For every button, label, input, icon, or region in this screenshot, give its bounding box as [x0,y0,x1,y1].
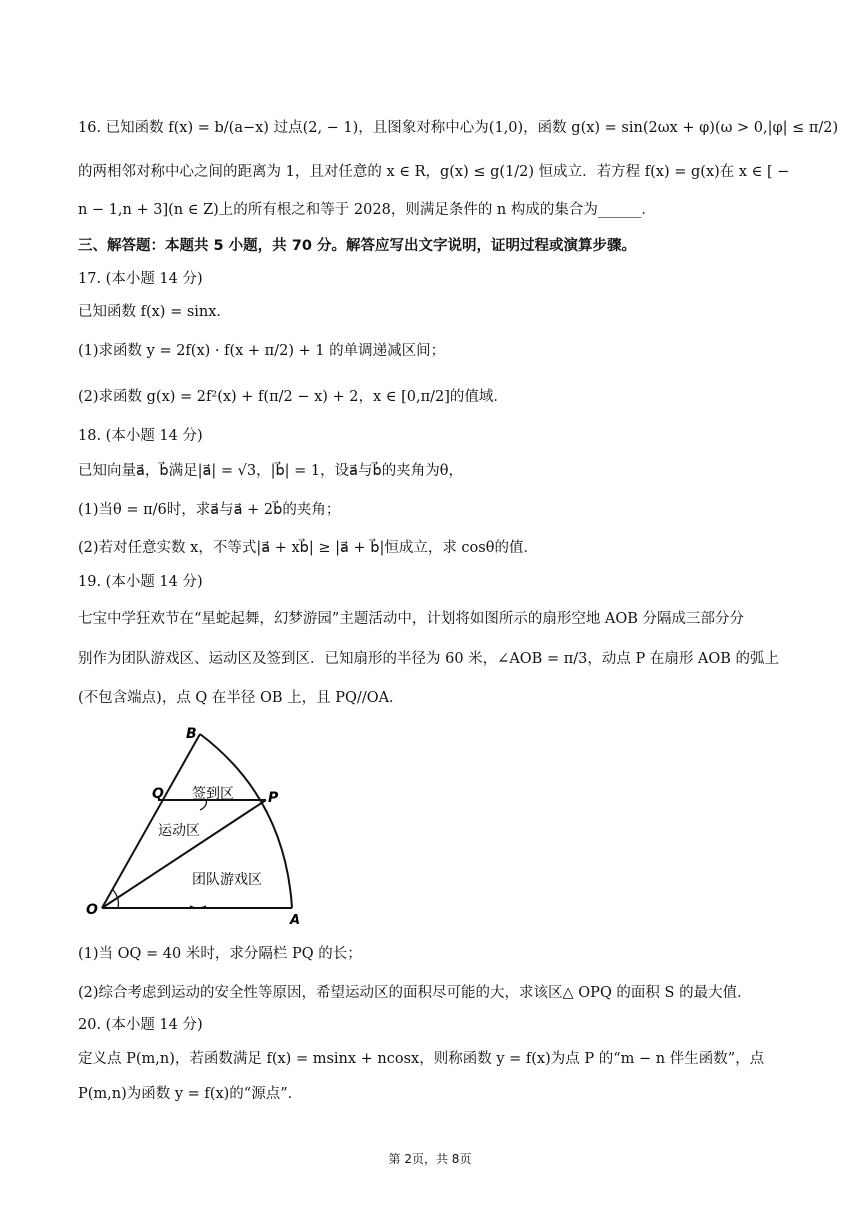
page-footer: 第 2页，共 8页 [388,1152,472,1166]
q16-line-1: 16. 已知函数 f(x) = b/(a−x) 过点(2, − 1)，且图象对称中心为(1,0)，函数 g(x) = sin(2ωx + φ)(ω > 0,|φ| ≤ π/2) [78,120,839,136]
region-sport-label: 运动区 [158,823,200,839]
q16-line-2: 的两相邻对称中心之间的距离为 1，且对任意的 x ∈ R，g(x) ≤ g(1/2) 恒成立．若方程 f(x) = g(x)在 x ∈ [ − [78,164,790,180]
q20-line-2: P(m,n)为函数 y = f(x)的“源点”． [78,1086,303,1102]
q18-part-1: (1)当θ = π/6时，求a⃗与a⃗ + 2b⃗的夹角； [78,502,341,518]
q19-line-2: 别作为团队游戏区、运动区及签到区．已知扇形的半径为 60 米，∠AOB = π/3，动点 P 在扇形 AOB 的弧上 [78,651,780,667]
label-b: B [186,726,197,742]
q19-part-1: (1)当 OQ = 40 米时，求分隔栏 PQ 的长； [78,946,362,962]
q17-part-2: (2)求函数 g(x) = 2f²(x) + f(π/2 − x) + 2，x ∈ [0,π/2]的值域． [78,389,508,405]
q16-line-3: n − 1,n + 3](n ∈ Z)上的所有根之和等于 2028，则满足条件的 n 构成的集合为______． [78,202,656,218]
q17-heading: 17. (本小题 14 分) [78,271,203,287]
label-o: O [86,902,98,918]
radius-ob [102,734,200,908]
segment-op [102,800,266,908]
q19-line-3: (不包含端点)，点 Q 在半径 OB 上，且 PQ//OA． [78,690,404,706]
sector-diagram [80,718,320,928]
region-sign-label: 签到区 [192,786,234,802]
region-team-label: 团队游戏区 [192,872,262,888]
label-q: Q [152,786,164,802]
label-p: P [268,790,279,806]
q20-heading: 20. (本小题 14 分) [78,1017,203,1033]
q17-part-1: (1)求函数 y = 2f(x) · f(x + π/2) + 1 的单调递减区间； [78,343,446,359]
label-a: A [290,913,301,928]
q18-heading: 18. (本小题 14 分) [78,428,203,444]
q19-heading: 19. (本小题 14 分) [78,574,203,590]
section-3-heading: 三、解答题：本题共 5 小题，共 70 分。解答应写出文字说明，证明过程或演算步骤。 [78,238,636,254]
q17-line-1: 已知函数 f(x) = sinx． [78,304,231,320]
q18-part-2: (2)若对任意实数 x，不等式|a⃗ + xb⃗| ≥ |a⃗ + b⃗|恒成立，求 cosθ的值． [78,540,538,556]
q19-part-2: (2)综合考虑到运动的安全性等原因，希望运动区的面积尽可能的大，求该区△ OPQ 的面积 S 的最大值． [78,985,752,1001]
q19-line-1: 七宝中学狂欢节在“星蛇起舞，幻梦游园”主题活动中，计划将如图所示的扇形空地 AOB 分隔成三部分分 [78,611,745,627]
q18-line-1: 已知向量a⃗，b⃗满足|a⃗| = √3，|b⃗| = 1，设a⃗与b⃗的夹角为θ， [78,463,463,479]
q20-line-1: 定义点 P(m,n)，若函数满足 f(x) = msinx + ncosx，则称函数 y = f(x)为点 P 的“m − n 伴生函数”，点 [78,1051,765,1067]
